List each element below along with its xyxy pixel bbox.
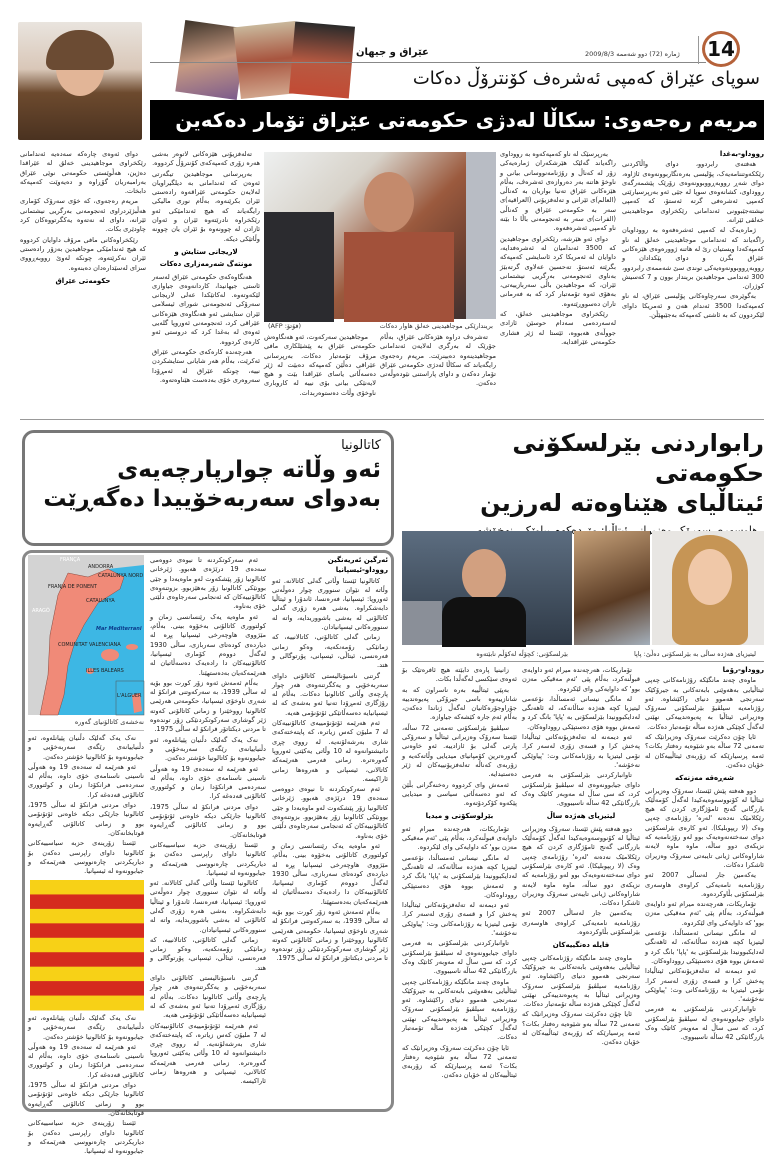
body-paragraph: کاتالونیا ئێستا وڵاتی گەلی کاتالانە. ئەو وڵاتە لە نێوان سنووری چوار دەوڵەتی ئەوروپا: ئیسپانیا، فەرەنسا، ئاندۆرا و ئیتاڵیا دابەشکراوە. بەشی هەرە زۆری گەلی کاتالۆنی لە بەشی باشووریدایە، واتە لە سنوورەکانی ئیسپانیادان. (150, 879, 266, 934)
portrait-photo (18, 22, 142, 140)
top-story-column-under-b (264, 333, 376, 415)
photo-credit: (فۆتۆ: AFP) (268, 322, 302, 330)
top-story-photo (264, 152, 496, 319)
body-paragraph: بەرپرسانی موجاهیدین تیگەرتی ئەوەن کە ئەندامانی بە دیلگیراویان لەلایەن حکومەتی عێراقەوە رادەستی ئێران بکرێنەوە، بەڵام نوری مالیکی رایگەیاند کە هیچ ئەندامێکی ئەو رێکخراوە نادرێتەوە ئێران و ئەوان ئازادن لە چوونەوە بۆ ئێران یان چوونە وڵاتێکی دیکە. (152, 169, 260, 243)
body-paragraph: هەفتەی رابردوو، دوای واڵاکردنی رێککەوتننامەیەک، پۆلیسی بەرەنگاربوونەوەی ئاژاوە، دوای شەڕ رووبەڕووبوونەوەی زۆرێک پێشمەرگەی رووداوی، کشانەوەی سوپا لە جێی ئەو بەرپرسیارێتی کەمپی ئەشرەفی گرتە ئەستۆ، کە کەمپی نیشتەجێبوونی ئەندامانی رێکخراوی موجاهیدینی خەلقی ئێرانە. (622, 160, 764, 225)
flag-yellow-stripe (30, 938, 144, 953)
map-balearic-menorca (126, 644, 138, 650)
map-label: Mar Mediterrani (96, 626, 142, 632)
header-rule (150, 62, 706, 63)
issue-line: ژمارە (72) دوو شەممە 2009/8/3 (585, 50, 680, 58)
body-paragraph: لە مانگی نیسانی ئەمساڵدا، نۆعەمی لیتیزیا کچە هەژدە ساڵانەکە، لە ئاهەنگی لەدایکبوونیدا بێرلسکۆنی بە 'پاپا' بانگ کرد و ئەمەش بووە هۆی دەستپێکی رووداوەکان. (645, 929, 764, 965)
subhead: فایلە دەنگییەکان (552, 941, 610, 950)
body-paragraph: زمانی گەلی کاتالۆنی، کاتالانییە، کە زمانێکی رۆمەنکەیە، وەکو زمانی فەرەنسی، ئیتاڵی، ئیسپانی، پۆرتوگالی و هتد. (150, 935, 266, 972)
letizia-photo (652, 531, 764, 645)
body-paragraph: ئێستا زۆرینەی حزبە سیاسییەکانی کاتالونیا داوای راپرسی دەکەن بۆ دیاریکردنی چارەنووسی هەرێمەکە و جیابوونەوە لە ئیسپانیا. (28, 1119, 144, 1156)
map-label: L'ALGUER (117, 693, 142, 699)
body-paragraph: دوو هەفتە پێش ئێستا، سەرۆک وەزیرانی ئیتاڵیا لە کۆنووسەوەیەکیدا لەگەڵ کۆمەڵێک بازرگانی گەنج ئامۆژگاری کردن کە هیچ رێکلامێک نەدەنە 'لەرە' رۆژنامەی چەپی وەک (لا ریپوبلیکا). ئەو کارەی بێرلسکۆنی دوای سەختەنەوەیەک بوو لەو رۆژنامەیە کە نزیکەی دوو ساڵە، ماوە ماوە لایەنە شاراوەکانی ژیانی تایبەتی سەرۆک وەزیران ئاشکرا دەکات. (522, 824, 640, 908)
body-paragraph: ئەو هەرێمە لە سەدەی 19 وە هەوڵی ناسینی ناسنامەی خۆی داوە، بەڵام لە سەردەمی فرانکۆدا زمان و کولتووری کاتالۆنی قەدەغە کرا. (28, 762, 144, 799)
body-paragraph: گرتنی ناسیۆنالیستی کاتالۆنی داوای سەربەخۆیی و یەکگرتنەوەی هەر چوار پارچەی وڵاتی کاتالونیا دەکات. بەڵام لە رۆژگاری ئەمڕۆدا تەنیا ئەو بەشەی کە لە ئیسپانیایە دەسەڵاتێکی ئۆتۆنۆمی هەیە. (272, 671, 388, 717)
body-paragraph: ئەم سەرکوتکردنە تا نیوەی دووەمی سەدەی 19 درێژەی هەبوو. ژێرخانی کاتالونیا زۆر پێشکەوت لەو ماوەیەدا و جێی بوونێکی کاتالونیا زۆر بەهێزبوو. بزوتنەوەی کاتالۆنییەکان کە ئەنجامی سەرجاوەی دڵێتی خۆی بەناوە. (272, 785, 388, 840)
body-paragraph: تەلەفزیۆنی هێزەکانی لاتوەر بەشی هەرە زۆری کەمپەکەی کۆنترۆڵ کردووە. (152, 150, 260, 168)
map-label: CATALUNYA (86, 598, 115, 604)
body-paragraph: نەک یەک گەلێک دڵنیان پێیانلەوە، ئەو دڵنیاییانەی رێگەی سەربەخۆیی و جیابوونەوە بۆ کاتالونیا خۆشتر دەکەن. (150, 735, 266, 763)
flag-yellow-stripe (30, 909, 144, 924)
body-paragraph: بەڵام ئەمەش ئەوە زۆر کورت بوو بۆیە لە ساڵی 1939، بە سەرکەوتنی فرانکۆ لە شەڕی ناوخۆی ئیسپانیا، حکومەتی هەرێمی کاتالونیا رووخێنرا و زمانی کاتالۆنی کەوتە ژێر گوشاری سەرکوتکردنێکی زۆر توندەوە تا مردنی دیکتاتۆر فرانکۆ لە ساڵی 1975. (150, 678, 266, 734)
subhead: لیتیزیای هەژدە ساڵ (546, 812, 616, 821)
subhead: مونتەگ شەرمەزاری دەکات (159, 260, 253, 269)
flag-red-stripe (30, 894, 144, 909)
body-paragraph: تاوانبارکردنی بێرلسکۆنی بە فەرمی داوای جیابوونەوەی لە سیلڤیۆ بێرلسکۆنی کرد، کە سی ساڵ لە مەوبەر کاتێک وەک بازرگانێکی 42 ساڵە ناسیبووی. (402, 939, 517, 976)
body-paragraph: ئەو دیمەنە لە تەلەفزیۆنەکانی ئیتاڵیادا پەخش کرا و قسەی زۆری لەسەر کرا. نۆمی لیتیزیا بە رۆژنامەکانی وت: 'پیاوێکی نەخۆشە'. (645, 967, 764, 1004)
berlusconi-photo (402, 531, 572, 645)
flag-red-stripe (30, 952, 144, 967)
body-paragraph: لە مانگی نیسانی ئەمساڵدا، نۆعەمی لیتیزیا کچە هەژدە ساڵانەکە، لە ئاهەنگی لەدایکبوونیدا بێرلسکۆنی بە 'پاپا' بانگ کرد و ئەمەش بووە هۆی دەستپێکی رووداوەکان. (522, 694, 640, 731)
body-paragraph: دوای مردنی فرانکۆ لە ساڵی 1975، کاتالونیا جارێکی دیکە خاوەنی ئۆتۆنۆمی بوو و زمانی کاتالۆنی گەڕایەوە قوتابخانەکان. (150, 802, 266, 839)
dateline: رووداو-بەغدا (719, 150, 764, 158)
body-paragraph: زمانی گەلی کاتالۆنی، کاتالانییە، کە زمانێکی رۆمەنکەیە، وەکو زمانی فەرەنسی، ئیتاڵی، ئیسپانی، پۆرتوگالی و هتد. (272, 633, 388, 670)
body-paragraph: رێکخراوی موجاهیدینی خەلق، کە لەسەردەمی سەدام حوسێن ئازادی جووڵەی هەبووە، ئێستا لە ژێر فشاری حکومەتی عێراقدایە. (500, 310, 616, 346)
italy-column-left (402, 666, 517, 1110)
italy-headline-line-2: ئیتاڵیای هێناوەتە لەرزین (480, 489, 764, 517)
letizia-photo-caption: لیتیزیای هەژدە ساڵی بە بێرلسکۆنی دەڵێ: پاپا (634, 650, 756, 658)
page-number-badge: 14 (702, 31, 740, 67)
body-paragraph: ئەو ماوەیە یەک رێنسانسی زمان و کولتووری کاتالۆنی بەخۆوە بینی. بەڵام، مێژووی هاوچەرخی ئیسپانیا پڕە لە دیاردەی کودەتای سەربازی، ساڵی 1930 لەگەڵ دووەم کۆماری ئیسپانیا، کاتالۆنییەکان دا رادەیەک دەسەڵاتیان لە هەرێمەکەیان بەدەستهێنا. (272, 841, 388, 906)
caption-rule (28, 730, 144, 731)
body-paragraph: ئایا چۆن دەکرێت سەرۆک وەزیرانێک کە تەمەنی 72 ساڵە بەو شێوەیە رەفتار بکات؟ ئەمە پرسیارێکە کە زۆربەی ئیتاڵییەکان لە خۆیان دەکەن. (522, 1010, 640, 1047)
body-paragraph: ئایا چۆن دەکرێت سەرۆک وەزیرانێک کە تەمەنی 72 ساڵە بەو شێوەیە رەفتار بکات؟ ئەمە پرسیارێکە کە زۆربەی ئیتاڵییەکان لە خۆیان دەکەن. (402, 1043, 517, 1080)
body-paragraph: موجاهیدین سەرکەوت، ئەو هەنگاوەش حکومەتی عێراق بە پێشێلکاری مافی مرۆڤ تۆمەتبار دەکات. بەرپرسانی عێراقی دەڵێن کەمپەکە دەبێت لە ژێر دەسەڵاتی یاسای عێراقدا بێت و هیچ لایەنێکی بیانی بۆی نییە لە کاروباری ناوخۆی وڵات دەستوەربدات. (264, 333, 376, 397)
subhead: لاریجانی ستایش و (174, 247, 238, 256)
body-paragraph: لە مانگی نیسانی ئەمساڵدا، نۆعەمی لیتیزیا کچە هەژدە ساڵانەکە، لە ئاهەنگی لەدایکبوونیدا بێرلسکۆنی بە 'پاپا' بانگ کرد و ئەمەش بووە هۆی دەستپێکی رووداوەکان. (402, 853, 517, 899)
body-paragraph: زانینیا پارەی دابێتە هیچ ئافرەتێک بۆ ئەوەی سێکسی لەگەڵدا بکات. (402, 666, 517, 684)
catalonia-kicker: کاتالونیا (341, 438, 381, 453)
italy-column-right (645, 666, 764, 1110)
body-paragraph: دوای ئەوەی چارەکە سەدەیە ئەندامانی رێکخراوی موجاهیدینی خەلق لە عێراقدا دەژین، هەڵوێستی حکومەتی نوێی عێراق بەرامبەریان گۆڕاوە و دەیەوێت کەمپەکە دابخات. (20, 150, 146, 196)
body-paragraph: یەکەمین جار لەساڵی 2007 ئەو رۆژنامەیە نامەیەکی کراوەی هاوسەری بێرلسکۆنی بڵاوکردەوە. (645, 871, 764, 898)
body-paragraph: ماوەی چەند مانگێکە رۆژنامەکانی چەپی ئیتاڵیایی بەهەوێنی بابەتەکانی بە جیرۆکێک سەرنجی هەموو دنیای راکێشاوە. ئەو رۆژنامەیە سیلڤیۆ بێرلسکۆنی سەرۆک وەزیرانی ئیتاڵیا بە پەیوەندییەکی نهێنی لەگەڵ کچێکی هەژدە ساڵە تۆمەتبار دەکات. (522, 953, 640, 1009)
italy-headline-block (402, 428, 764, 538)
section-divider (20, 419, 764, 420)
italy-headline-line-1: رابواردنی بێرلسکۆنی حکومەتی (512, 429, 764, 487)
body-paragraph: دوای ئەو هێرشە، رێکخراوی موجاهیدین کە 3500 ئەندامیان لە ئەشرەفدایە، داوایان لە ئەمریکا کرد ئاسایشی کەمپەکە بگرێتە ئەستۆ. تەحسین عەلاوی گرتەبێژ بەناوی ئەنجومەنی بەرگریی نیشتمانی ئێران، کە موجاهیدین باڵی سەربازییەتی، بەهۆی ئەوە تۆمەتبار کرد کە بە فەرمانی تاران دەسووڕێتەوە. (500, 234, 616, 308)
top-story-photo-caption: بریندارێکی موجاهیدینی خەلق هاوار دەکات (379, 322, 493, 330)
map-caption: نەخشەی کاتالۆنیای گەورە (74, 718, 144, 726)
body-paragraph: ئەو هەرێمە لە سەدەی 19 وە هەوڵی ناسینی ناسنامەی خۆی داوە، بەڵام لە سەردەمی فرانکۆدا زمان و کولتووری کاتالۆنی قەدەغە کرا. (150, 764, 266, 801)
top-story-kicker: سوپای عێراق کەمپی ئەشرەف کۆنترۆڵ دەکات (412, 68, 760, 89)
body-paragraph: ئەم هەرێمە ئۆتۆنۆمییەی کاتالۆنییەکان لە 7 ملیۆن کەس زیاترە، کە پایتەختەکەی شاری بەرشەلۆنەیە. لە رووی چڕی دانیشتوانەوە لە 10 وڵاتی یەکێتی ئەوروپا گەورەترە. زمانی فەرمی هەرێمەکە کاتالانی، ئیسپانی و هەروەها زمانی ئاراکیسە. (150, 1021, 267, 1086)
map-label: ARAGÓ (32, 608, 50, 614)
body-paragraph: دوای مردنی فرانکۆ لە ساڵی 1975، کاتالونیا جارێکی دیکە خاوەنی ئۆتۆنۆمی بوو و زمانی کاتالۆنی گەڕایەوە قوتابخانەکان. (28, 1081, 144, 1117)
body-paragraph: ئەو هەرێمە لە سەدەی 19 وە هەوڵی ناسینی ناسنامەی خۆی داوە، بەڵام لە سەردەمی فرانکۆدا زمان و کولتووری کاتالۆنی قەدەغە کرا. (28, 1042, 144, 1079)
body-paragraph: بەگوێرەی سەرچاوەکانی پۆلیسی عێراق، لە ناو کەمپەکەدا 3500 ئەندام هەن و ئەمریکا داوای لێکردوون کە بە ئاشتی کەمپەکە بەجێبهێڵن. (622, 292, 764, 320)
body-paragraph: ئەو دیمەنە لە تەلەفزیۆنەکانی ئیتاڵیادا پەخش کرا و قسەی زۆری لەسەر کرا. نۆمی لیتیزیا بە رۆژنامەکانی وت: 'پیاوێکی نەخۆشە'. (402, 901, 517, 938)
body-paragraph: نەک یەک گەلێک دڵنیان پێیانلەوە، ئەو دڵنیاییانەی رێگەی سەربەخۆیی و جیابوونەوە بۆ کاتالونیا خۆشتر دەکەن. (28, 734, 144, 761)
body-paragraph: بەرپرسێک لە ناو کەمپەکەوە بە رووداوی راگەیاند گەلێک هێرشکەران ژمارەیەکی زۆر لە کەناڵ و رۆژنامەنووسانی بیانی و ناوخۆ هاتنە بەر دەروازەی ئەشرەف، بەڵام هێزەکانی عێراق تەنیا بواریان بە کەناڵی (العالم)ی ئێرانی و تەلەفزیۆنی (العراقیە)ی سەر بە حکومەتی عێراق و کەناڵی (الفرات)ی سەر بە ئەنجومەنی باڵا دا بێنە ناو کەمپی ئەشرەفەوە. (500, 150, 616, 233)
body-paragraph: تۆماریکات، هەرچەندە میرام ئەو داوایەی قبوڵنەکرد، بەڵام پێی 'ئەم مەقیکی مەزن بوو' کە داوایەکی وای لێکردوە. (402, 824, 517, 852)
catalonia-headline-line-1: ئەو وڵاتە چوارپارچەیەی (117, 457, 381, 484)
section-title: عێراق و جیهان (356, 47, 429, 58)
body-paragraph: هەرچەندە کارەکەی حکومەتی عێراق ئەکرێت، بەڵام هەر شایانی ستایشکردن نییە، چونکە عێراق لە ئەمڕۆدا سەروەری خۆی بەدەست هێناوەتەوە. (152, 347, 260, 384)
body-paragraph: گرتنی ناسیۆنالیستی کاتالۆنی داوای سەربەخۆیی و یەکگرتنەوەی هەر چوار پارچەی وڵاتی کاتالونیا دەکات. بەڵام لە رۆژگاری ئەمڕۆدا تەنیا ئەو بەشەی کە لە ئیسپانیایە دەسەڵاتێکی ئۆتۆنۆمی هەیە. (150, 974, 266, 1020)
catalonia-column-a (28, 734, 144, 876)
map-label: CATALUNYA NORD (98, 573, 144, 579)
body-paragraph: ماوەی چەند مانگێکە رۆژنامەکانی چەپی ئیتاڵیایی بەهەوێنی بابەتەکانی بە جیرۆکێک سەرنجی هەموو دنیای راکێشاوە. ئەو رۆژنامەیە سیلڤیۆ بێرلسکۆنی سەرۆک وەزیرانی ئیتاڵیا بە پەیوەندییەکی نهێنی لەگەڵ کچێکی هەژدە ساڵە تۆمەتبار دەکات. (402, 977, 517, 1042)
map-label: ILLES BALEARS (86, 668, 124, 674)
body-paragraph: رێکخراوەکانی مافی مرۆڤ داوایان کردووە کە هیچ ئەندامێکی موجاهیدین بەزۆر رادەستی ئێران نەکرێتەوە، چونکە لەوێ رووبەڕووی سزای لەسێدارەدان دەبنەوە. (20, 235, 146, 272)
body-paragraph: تەشرەف دراوە هێزەکانی عێراق، بەڵام جۆرێک لە بەرگری لەلایەن ئەندامانی موجاهیدینەوە دەبینرێت. مریەم رەجەوی رایگەیاند کە سکاڵا لەدژی حکومەتی عێراق تۆمار دەکەن و داوای پاراستنی نێودەوڵەتی دەکەن. (380, 333, 496, 388)
catalonia-map (28, 555, 144, 715)
catalonia-column-a-bottom (28, 1014, 144, 1156)
subhead: بێرلوسکۆنی و میدیا (425, 812, 494, 821)
top-story-headline: مریەم رەجەوی: سکاڵا لەدژی حکومەتی عێراق تۆمار دەکەین (150, 100, 764, 140)
map-balearic-mallorca (101, 649, 119, 661)
body-paragraph: تۆماریکات، هەرچەندە میرام ئەو داوایەی قبوڵنەکرد، بەڵام پێی 'ئەم مەقیکی مەزن بوو' کە داوایەکی وای لێکردوە. (522, 666, 640, 693)
body-paragraph: ژمارەیەک لە کەمپی ئەشرەفەوە بە رووداویان راگەیاند کە ئەندامانی موجاهیدینی خەلق لە ناو کەمپەکەدا ویستیان رێ لە هاتنە ژوورەوەی هێزەکانی عێراق بگرن و دوای پێکدادان و رووبەڕووبوونەوەیەکی توندی سێ شەممەی رابردوو، 300 ئەندامی موجاهیدین بریندار بوون و 7 کەسیش کوژران. (622, 226, 764, 291)
body-paragraph: سیلڤیۆ بێرلسکۆنی تەمەنی 72 ساڵە، ئێستا سەرۆک وەزیرانی ئیتاڵیا و سەرۆکی پارتی گەلی بۆ ئازادییە. ئەو خاوەنی گەورەترین کۆمپانیای میدیایی وڵاتەکەیە و زۆربەی کەناڵە تەلەفزیۆنییەکان لە ژێر دەستیدایە. (402, 723, 517, 779)
flag-yellow-stripe (30, 967, 144, 982)
body-paragraph: مریەم رەجەوی، کە خۆی سەرۆک کۆماری هەڵبژێردراوی ئەنجومەنی بەرگریی نیشتمانی ئێرانە، داوای لە نەتەوە یەکگرتووەکان کرد چاودێری بکات. (20, 197, 146, 234)
body-paragraph: یەکەمین جار لەساڵی 2007 ئەو رۆژنامەیە نامەیەکی کراوەی هاوسەری بێرلسکۆنی بڵاوکردەوە. (522, 909, 640, 937)
body-paragraph: هەنگاوەکەی حکومەتی عێراق لەسەر ئاستی جیهانیدا، کاردانەوەی جیاوازی لێکەوتەوە. لەکاتێکدا عەلی لاریجانی سەرۆکی ئەنجومەنی شورای ئیسلامی ئێران ستایشی ئەو هەنگاوەی هێزەکانی عێراقی کرد، ئەنجومەنی ئەوروپا گلەیی ئەوەی لە بەغدا کرد کە دروستی ئەو کارەی کردووە. (152, 272, 260, 346)
body-paragraph: ئەو دیمەنە لە تەلەفزیۆنەکانی ئیتاڵیادا پەخش کرا و قسەی زۆری لەسەر کرا. نۆمی لیتیزیا بە رۆژنامەکانی وت: 'پیاوێکی نەخۆشە'. (522, 733, 640, 769)
body-paragraph: ئەو ماوەیە یەک رێنسانسی زمان و کولتووری کاتالۆنی بەخۆوە بینی. بەڵام، مێژووی هاوچەرخی ئیسپانیا پڕە لە دیاردەی کودەتای سەربازی، ساڵی 1930 لەگەڵ دووەم کۆماری ئیسپانیا، کاتالۆنییەکان دا رادەیەک دەسەڵاتیان لە هەرێمەکەیان بەدەستهێنا. (150, 612, 266, 677)
catalonia-column-b (150, 556, 266, 1108)
map-label: FRANJA DE PONENT (48, 584, 97, 590)
body-paragraph: کاتالونیا ئێستا وڵاتی گەلی کاتالانە. ئەو وڵاتە لە نێوان سنووری چوار دەوڵەتی ئەوروپا: ئیسپانیا، فەرەنسا، ئاندۆرا و ئیتاڵیا دابەشکراوە. بەشی هەرە زۆری گەلی کاتالۆنی لە بەشی باشووریدایە، واتە لە سنوورەکانی ئیسپانیادان. (272, 576, 388, 632)
body-paragraph: تاوانبارکردنی بێرلسکۆنی بە فەرمی داوای جیابوونەوەی لە سیلڤیۆ بێرلسکۆنی کرد، کە سی ساڵ لە مەوبەر کاتێک وەک بازرگانێکی 42 ساڵە ناسیبووی. (522, 771, 640, 808)
flag-red-stripe (30, 981, 144, 996)
flag-yellow-stripe (30, 880, 144, 895)
flag-yellow-stripe (30, 996, 144, 1011)
berlusconi-photo-caption: بێرلسکۆنی: کچۆڵە لەکۆڵم نابێتەوە (476, 650, 568, 658)
italy-column-mid (522, 666, 640, 1110)
subhead: شەڕەقە مەزنەکە (674, 774, 735, 783)
body-paragraph: ئایا چۆن دەکرێت سەرۆک وەزیرانێک کە تەمەنی 72 ساڵە بەو شێوەیە رەفتار بکات؟ ئەمە پرسیارێکە کە زۆربەی ئیتاڵییەکان لە خۆیان دەکەن. (645, 733, 764, 769)
body-paragraph: ئێستا زۆرینەی حزبە سیاسییەکانی کاتالونیا داوای راپرسی دەکەن بۆ دیاریکردنی چارەنووسی هەرێمەکە و جیابوونەوە لە ئیسپانیا. (150, 840, 266, 877)
catalonia-headline-line-2: بەدوای سەربەخۆییدا دەگەڕێت (43, 486, 381, 512)
body-paragraph: دوو هەفتە پێش ئێستا، سەرۆک وەزیرانی ئیتاڵیا لە کۆنووسەوەیەکیدا لەگەڵ کۆمەڵێک بازرگانی گەنج ئامۆژگاری کردن کە هیچ رێکلامێک نەدەنە 'لەرە' رۆژنامەی چەپی وەک (لا ریپوبلیکا). ئەو کارەی بێرلسکۆنی دوای سەختەنەوەیەک بوو لەو رۆژنامەیە کە نزیکەی دوو ساڵە، ماوە ماوە لایەنە شاراوەکانی ژیانی تایبەتی سەرۆک وەزیران ئاشکرا دەکات. (645, 786, 764, 869)
top-story-column-left (20, 150, 146, 415)
map-label: COMUNITAT VALENCIANA (58, 642, 121, 648)
top-story-column-mid (152, 150, 260, 415)
body-paragraph: ماوەی چەند مانگێکە رۆژنامەکانی چەپی ئیتاڵیایی بەهەوێنی بابەتەکانی بە جیرۆکێک سەرنجی هەموو دنیای راکێشاوە. ئەو رۆژنامەیە سیلڤیۆ بێرلسکۆنی سەرۆک وەزیرانی ئیتاڵیا بە پەیوەندییەکی نهێنی لەگەڵ کچێکی هەژدە ساڵە تۆمەتبار دەکات. (645, 676, 764, 731)
top-story-column-right (622, 150, 764, 415)
top-story-column-under-a (380, 333, 496, 415)
body-paragraph: بەپێی ئیتاڵییە بەرە ناسراون کە بە شانازییەوە باسی جیرۆکی پەیوەندییە جۆراوجۆرەکانیان لەگەڵ ژناندا دەکەن، بەڵام ئەم جارە کێشەکە جیاوازە. (402, 685, 517, 722)
body-paragraph: دوای مردنی فرانکۆ لە ساڵی 1975، کاتالونیا جارێکی دیکە خاوەنی ئۆتۆنۆمی بوو و زمانی کاتالۆنی گەڕایەوە قوتابخانەکان. (28, 801, 144, 837)
caption-rule (402, 661, 764, 662)
catalonia-flag (30, 880, 144, 1010)
body-paragraph: ئەم هەرێمە ئۆتۆنۆمییەی کاتالۆنییەکان لە 7 ملیۆن کەس زیاترە، کە پایتەختەکەی شاری بەرشەلۆنەیە. لە رووی چڕی دانیشتوانەوە لە 10 وڵاتی یەکێتی ئەوروپا گەورەترە. زمانی فەرمی هەرێمەکە کاتالانی، ئیسپانی و هەروەها زمانی ئاراکیسە. (272, 719, 389, 783)
catalonia-column-c (272, 556, 388, 1108)
body-paragraph: بەڵام ئەمەش ئەوە زۆر کورت بوو بۆیە لە ساڵی 1939، بە سەرکەوتنی فرانکۆ لە شەڕی ناوخۆی ئیسپانیا، حکومەتی هەرێمی کاتالونیا رووخێنرا و زمانی کاتالۆنی کەوتە ژێر گوشاری سەرکوتکردنێکی زۆر توندەوە تا مردنی دیکتاتۆر فرانکۆ لە ساڵی 1975. (272, 907, 388, 963)
dateline: رووداو-رۆما (722, 666, 764, 674)
tv-photo (574, 531, 650, 645)
body-paragraph: ئێستا زۆرینەی حزبە سیاسییەکانی کاتالونیا داوای راپرسی دەکەن بۆ دیاریکردنی چارەنووسی هەرێمەکە و جیابوونەوە لە ئیسپانیا. (28, 839, 144, 876)
subhead: حکومەتی عێراق (55, 276, 111, 285)
body-paragraph: تۆماریکات، هەرچەندە میرام ئەو داوایەی قبوڵنەکرد، بەڵام پێی 'ئەم مەقیکی مەزن بوو' کە داوایەکی وای لێکردوە. (645, 900, 764, 927)
header-divider (698, 36, 699, 64)
dateline: رووداو-ئیسپانیا (335, 566, 388, 575)
body-paragraph: نەک یەک گەلێک دڵنیان پێیانلەوە، ئەو دڵنیاییانەی رێگەی سەربەخۆیی و جیابوونەوە بۆ کاتالونیا خۆشتر دەکەن. (28, 1014, 144, 1041)
byline: ئەرگین ئەریەنگین (327, 556, 388, 564)
injury-photo-3 (289, 22, 355, 99)
flag-red-stripe (30, 923, 144, 938)
body-paragraph: ئەمەش وای کردووە رەخنەگرانی بڵێن کە ئەو دەسەڵاتی سیاسی و میدیایی پێکەوە کۆکردۆتەوە. (402, 780, 517, 808)
catalonia-headline-box (22, 430, 394, 546)
body-paragraph: ئەم سەرکوتکردنە تا نیوەی دووەمی سەدەی 19 درێژەی هەبوو. ژێرخانی کاتالونیا زۆر پێشکەوت لەو ماوەیەدا و جێی بوونێکی کاتالونیا زۆر بەهێزبوو. بزوتنەوەی کاتالۆنییەکان کە ئەنجامی سەرجاوەی دڵێتی خۆی بەناوە. (150, 556, 266, 611)
map-label: ANDORRA (88, 564, 114, 570)
top-story-column-right-2 (500, 150, 616, 415)
body-paragraph: تاوانبارکردنی بێرلسکۆنی بە فەرمی داوای جیابوونەوەی لە سیلڤیۆ بێرلسکۆنی کرد، کە سی ساڵ لە مەوبەر کاتێک وەک بازرگانێکی 42 ساڵە ناسیبووی. (645, 1005, 764, 1042)
map-label: FRANÇA (60, 557, 81, 563)
